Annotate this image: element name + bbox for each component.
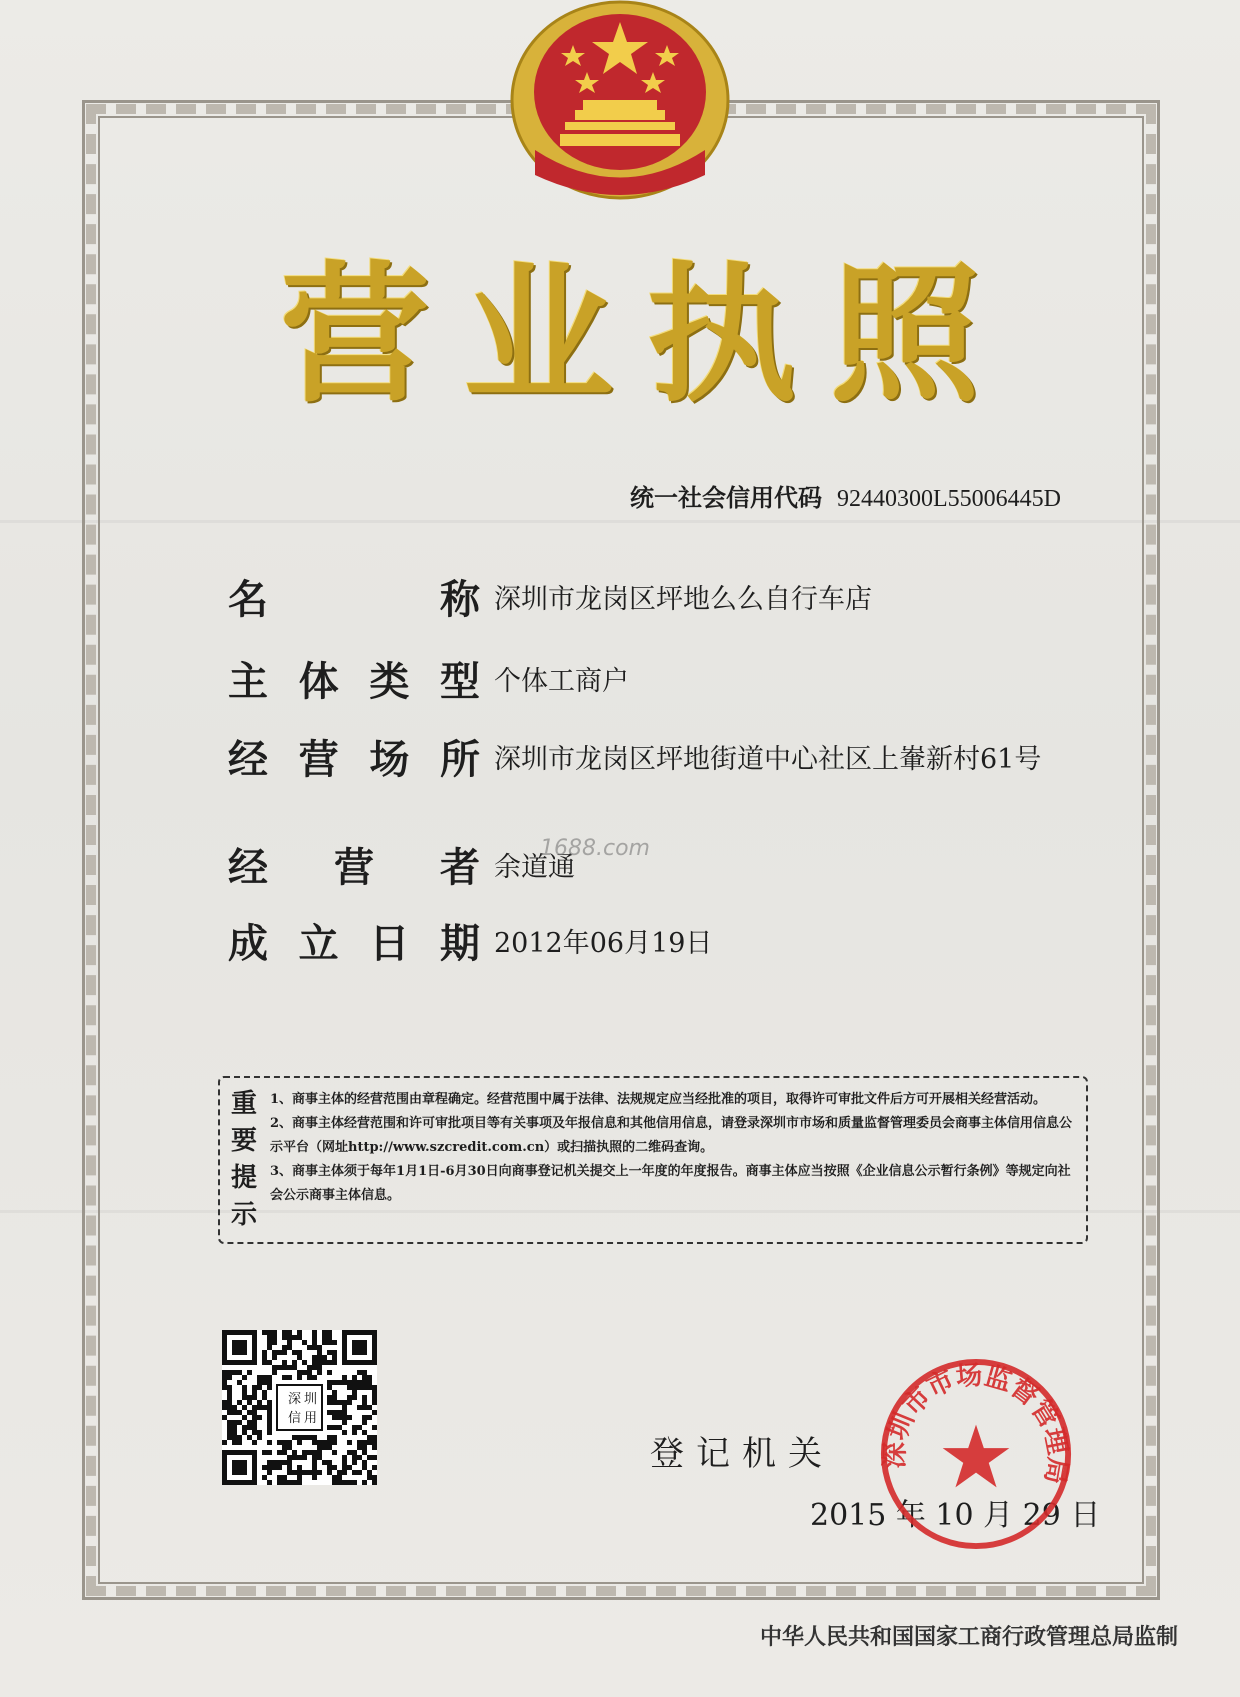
watermark: 1688.com [540, 836, 650, 861]
notice-heading [226, 1086, 262, 1234]
label-char: 主 [228, 658, 268, 705]
field-label [228, 912, 480, 969]
notice-item: 2、商事主体经营范围和许可审批项目等有关事项及年报信息和其他信用信息，请登录深圳市市场和质量监督管理委员会商事主体信用信息公示平台（网址http://www.szcredit.com.cn）或扫描执照的二维码查询。 [270, 1116, 1073, 1155]
title-char: 业 [463, 249, 614, 423]
license-title [270, 232, 990, 423]
label-char: 类 [369, 658, 410, 705]
label-char: 营 [334, 844, 374, 891]
label-char: 所 [439, 736, 480, 783]
label-char: 营 [298, 736, 339, 783]
label-char: 者 [440, 844, 480, 891]
credit-code [630, 478, 1061, 513]
field-label [228, 650, 480, 707]
label-char: 经 [228, 736, 268, 783]
qr-label-char: 用 [304, 1411, 318, 1426]
credit-code-label: 统一社会信用代码 [630, 484, 822, 512]
label-char: 日 [369, 920, 410, 967]
qr-code[interactable] [222, 1330, 377, 1485]
title-char: 照 [829, 249, 980, 423]
label-char: 名 [228, 576, 268, 623]
notice-item: 3、商事主体须于每年1月1日-6月30日向商事登记机关提交上一年度的年度报告。商事主体应当按照《企业信息公示暂行条例》等规定向社会公示商事主体信息。 [270, 1164, 1071, 1203]
official-seal-icon [878, 1356, 1074, 1552]
national-emblem-icon [505, 0, 735, 200]
field-entity-type [228, 650, 629, 706]
qr-label-char: 信 [288, 1411, 302, 1426]
notice-body [270, 1088, 1080, 1208]
field-name [228, 568, 872, 624]
title-char: 执 [646, 249, 797, 423]
issue-date: 2015 年 10 月 29 日 [810, 1498, 1101, 1533]
title-char: 营 [279, 249, 430, 423]
label-char: 经 [228, 844, 268, 891]
seal-text: 深圳市市场监督管理局 [879, 1359, 1074, 1487]
label-char: 场 [369, 736, 410, 783]
label-char: 立 [298, 920, 339, 967]
field-value: 深圳市龙岗区坪地街道中心社区上輋新村61号 [494, 743, 1042, 775]
label-char: 型 [439, 658, 480, 705]
footer-supervisor: 中华人民共和国国家工商行政管理总局监制 [760, 1625, 1179, 1650]
label-char: 期 [439, 920, 480, 967]
notice-item: 1、商事主体的经营范围由章程确定。经营范围中属于法律、法规规定应当经批准的项目，取得许可审批文件后方可开展相关经营活动。 [270, 1092, 1047, 1107]
field-established-date [228, 912, 712, 968]
label-char: 成 [228, 920, 268, 967]
notice-heading-char: 示 [230, 1200, 257, 1230]
field-value: 个体工商户 [494, 665, 629, 697]
field-value: 2012年06月19日 [494, 927, 713, 959]
field-label [228, 836, 480, 893]
field-business-address [228, 728, 1041, 784]
label-char: 称 [440, 576, 480, 623]
field-value: 深圳市龙岗区坪地么么自行车店 [494, 583, 872, 615]
notice-heading-char: 要 [230, 1126, 257, 1156]
qr-label-char: 深 [288, 1392, 302, 1407]
notice-heading-char: 提 [230, 1163, 257, 1193]
field-value: 余道通 [494, 851, 575, 883]
notice-heading-char: 重 [230, 1089, 257, 1119]
label-char: 体 [298, 658, 339, 705]
registration-authority: 登记机关 [650, 1434, 834, 1474]
field-label [228, 568, 480, 625]
important-notice-box [218, 1076, 1088, 1244]
field-label [228, 728, 480, 785]
qr-label-char: 圳 [304, 1392, 318, 1407]
credit-code-value: 92440300L55006445D [837, 486, 1061, 512]
field-operator [228, 836, 575, 892]
